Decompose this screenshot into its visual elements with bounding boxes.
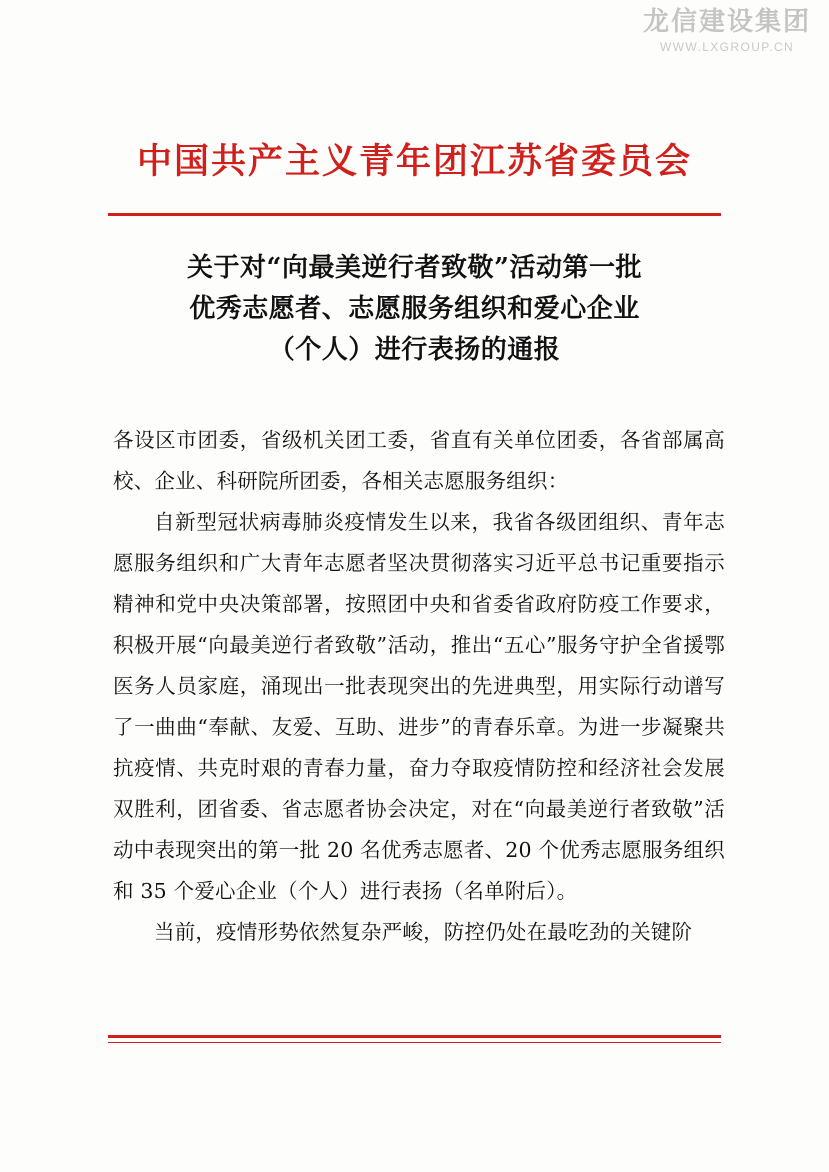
footer-divider-rules (108, 1035, 721, 1043)
letterhead (0, 140, 829, 184)
body-paragraph-salutation: 各设区市团委，省级机关团工委，省直有关单位团委，各省部属高校、企业、科研院所团委，各相关志愿服务组织： (113, 428, 725, 493)
body-paragraph-2: 当前，疫情形势依然复杂严峻，防控仍处在最吃劲的关键阶 (154, 920, 693, 944)
page-title-line-1: 关于对“向最美逆行者致敬”活动第一批 (187, 253, 642, 283)
letterhead-divider-rule (108, 213, 721, 216)
page-title-line-2: 优秀志愿者、志愿服务组织和爱心企业 (189, 294, 640, 325)
footer-rule-thick (108, 1035, 721, 1038)
watermark (643, 8, 811, 55)
watermark-company-name: 龙信建设集团 (642, 7, 811, 37)
footer-rule-thin (108, 1042, 721, 1043)
page-title (108, 248, 721, 371)
page-title-line-3: （个人）进行表扬的通报 (268, 335, 561, 366)
watermark-website: WWW.LXGROUP.CN (659, 39, 795, 54)
body-paragraph-1: 自新型冠状病毒肺炎疫情发生以来，我省各级团组织、青年志愿服务组织和广大青年志愿者坚决贯彻落实习近平总书记重要指示精神和党中央决策部署，按照团中央和省委省政府防疫工作要求，积极开展“向最美逆行者致敬”活动，推出“五心”服务守护全省援鄂医务人员家庭，涌现出一批表现突出的先进典型，用实际行动谱写了一曲曲“奉献、友爱、互助、进步”的青春乐章。为进一步凝聚共抗疫情、共克时艰的青春力量，奋力夺取疫情防控和经济社会发展双胜利，团省委、省志愿者协会决定，对在“向最美逆行者致敬”活动中表现突出的第一批 20 名优秀志愿者、20 个优秀志愿服务组织和 35 个爱心企业（个人）进行表扬（名单附后）。 (113, 510, 725, 903)
issuing-organization: 中国共产主义青年团江苏省委员会 (136, 141, 692, 182)
document-body (113, 420, 725, 953)
